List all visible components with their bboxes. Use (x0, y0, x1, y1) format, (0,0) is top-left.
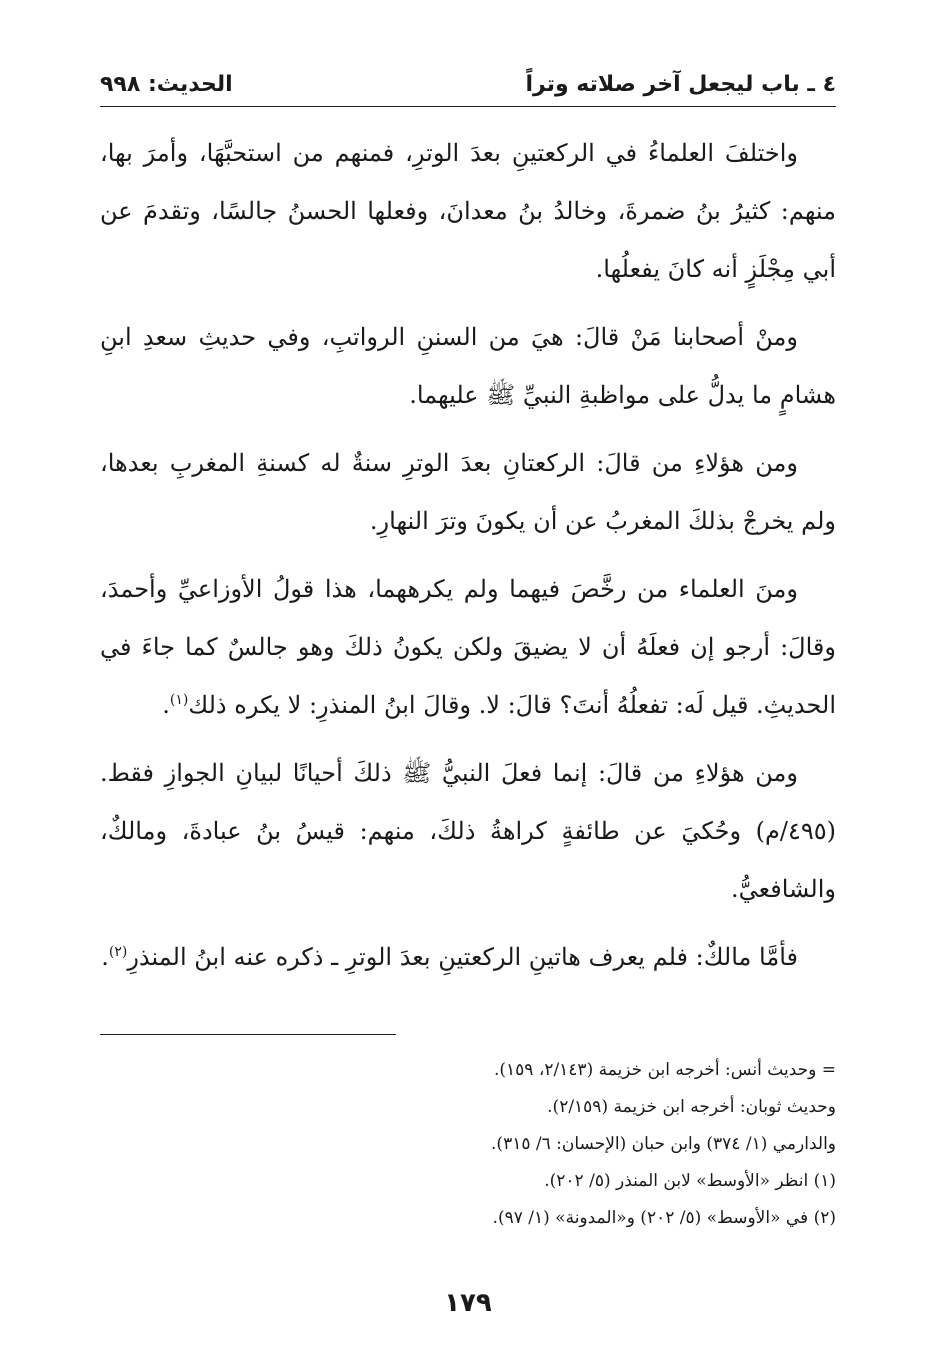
sentence-end: . (101, 943, 109, 971)
header-divider (100, 106, 836, 107)
paragraph-text: ومن هؤلاءِ من قالَ: إنما فعلَ النبيُّ ﷺ ذلكَ أحيانًا لبيانِ الجوازِ فقط. (٤٩٥/م) وحُكيَ عن طائفةٍ كراهةُ ذلكَ، منهم: قيسُ بنُ عبادةَ، ومالكٌ، والشافعيُّ. (100, 759, 836, 903)
paragraph-text: واختلفَ العلماءُ في الركعتينِ بعدَ الوترِ، فمنهم من استحبَّهَا، وأمرَ بها، منهم: كثيرُ بنُ ضمرةَ، وخالدُ بنُ معدانَ، وفعلها الحسنُ جالسًا، وتقدمَ عن أبي مِجْلَزٍ أنه كانَ يفعلُها. (100, 139, 836, 283)
hadith-number: الحديث: ٩٩٨ (100, 72, 233, 97)
paragraph-text: ومنَ العلماء من رخَّصَ فيهما ولم يكرههما، هذا قولُ الأوزاعيِّ وأحمدَ، وقالَ: أرجو إن فعلَهُ أن لا يضيقَ ولكن يكونُ ذلكَ وهو جالسٌ كما جاءَ في الحديثِ. قيل لَه: تفعلُهُ أنتَ؟ قالَ: لا. وقالَ ابنُ المنذرِ: لا يكره ذلك (100, 575, 836, 719)
book-page (100, 66, 836, 1356)
footnote-marker: (١) (169, 692, 189, 708)
footnote: = وحديث أنس: أخرجه ابن خزيمة (٢/١٤٣، ١٥٩). (493, 1060, 836, 1080)
paragraph-text: ومنْ أصحابنا مَنْ قالَ: هيَ من السننِ الرواتبِ، وفي حديثِ سعدِ ابنِ هشامٍ ما يدلُّ على مواظبةِ النبيِّ ﷺ عليهما. (100, 323, 836, 409)
footnote: والدارمي (١/ ٣٧٤) وابن حبان (الإحسان: ٦/ ٣١٥). (491, 1134, 836, 1154)
running-header (100, 66, 836, 106)
footnote: (٢) في «الأوسط» (٥/ ٢٠٢) و«المدونة» (١/ ٩٧). (492, 1208, 836, 1228)
footnote-marker: (٢) (108, 944, 128, 960)
paragraph (100, 560, 836, 734)
paragraph-text: ومن هؤلاءِ من قالَ: الركعتانِ بعدَ الوترِ سنةٌ له كسنةِ المغربِ بعدها، ولم يخرجْ بذلكَ المغربُ عن أن يكونَ وترَ النهارِ. (100, 449, 836, 535)
footnotes (100, 1052, 836, 1237)
paragraph (100, 124, 836, 298)
paragraph (100, 308, 836, 424)
paragraph (100, 434, 836, 550)
footnote-divider (100, 1034, 396, 1035)
paragraph-text: فأمَّا مالكٌ: فلم يعرف هاتينِ الركعتينِ بعدَ الوترِ ـ ذكره عنه ابنُ المنذرِ (127, 943, 798, 971)
footnote: وحديث ثوبان: أخرجه ابن خزيمة (٢/١٥٩). (547, 1097, 836, 1117)
paragraph (100, 744, 836, 918)
footnote: (١) انظر «الأوسط» لابن المنذر (٥/ ٢٠٢). (544, 1171, 836, 1191)
chapter-title: ٤ ـ باب ليجعل آخر صلاته وتراً (525, 72, 836, 97)
sentence-end: . (162, 691, 170, 719)
main-text (100, 124, 836, 996)
page-number: ١٧٩ (444, 1288, 492, 1318)
paragraph (100, 928, 836, 986)
